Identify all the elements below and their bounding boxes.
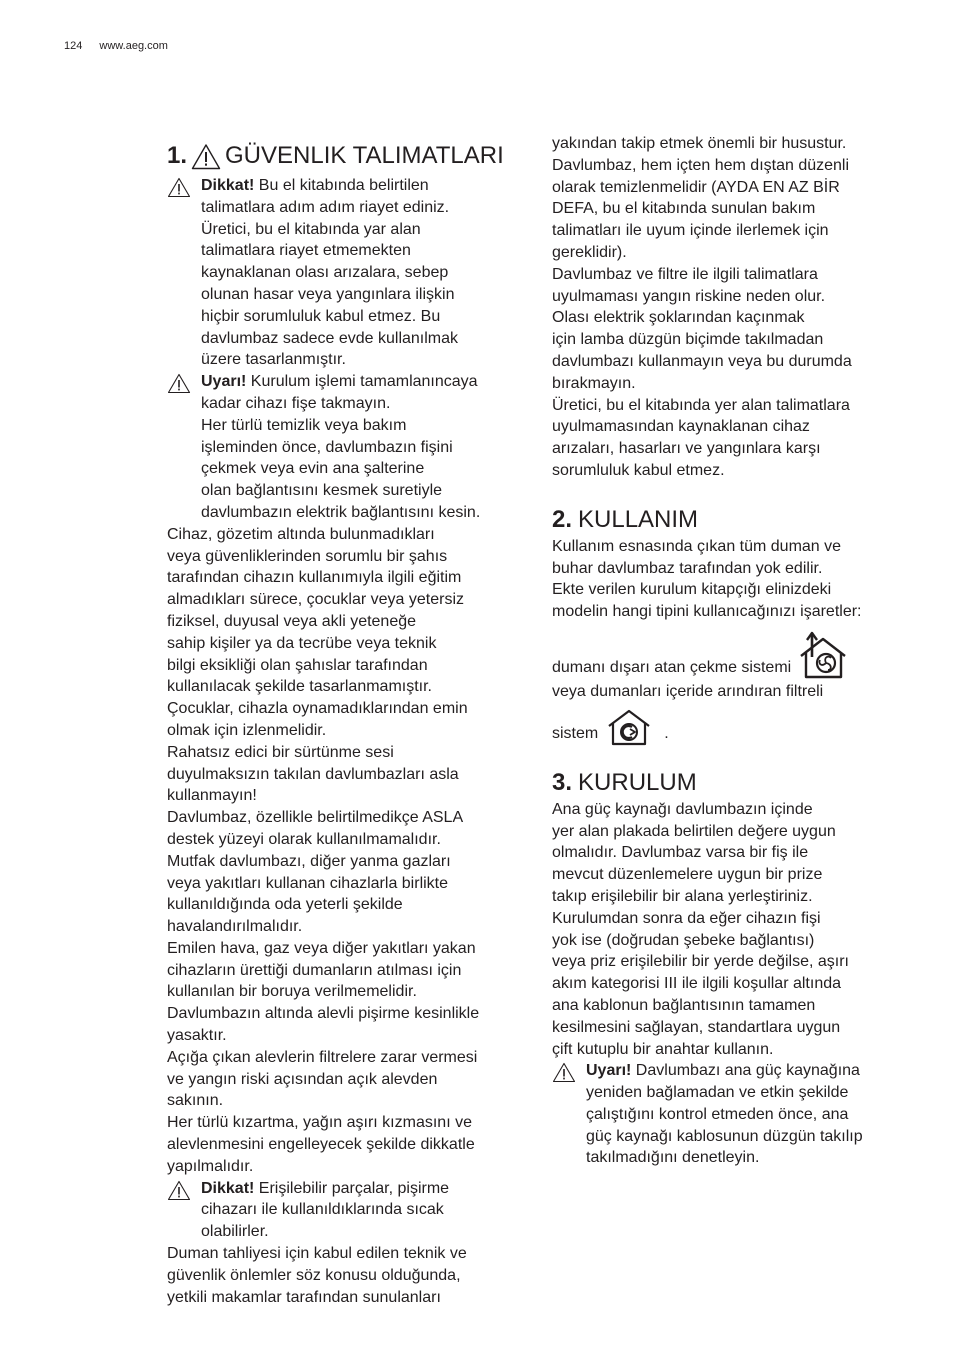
section-3-title: KURULUM bbox=[578, 768, 697, 796]
section-1-number: 1. bbox=[167, 142, 188, 169]
extraction-system-text: dumanı dışarı atan çekme sistemi bbox=[552, 659, 792, 677]
filter-system-text-line1: veya dumanları içeride arındıran filtreli bbox=[552, 682, 824, 700]
caution-note-2 bbox=[167, 1178, 527, 1243]
usage-body-text: Kullanım esnasında çıkan tüm duman ve buhar davlumbaz tarafından yok edilir. Ekte verilen kurulum kitapçığı elinizdeki modelin hangi tipini kullanıcağınızı işaretler: bbox=[552, 537, 862, 621]
section-1-heading bbox=[167, 141, 527, 171]
caution-label: Dikkat! bbox=[201, 177, 255, 194]
warning-label: Uyarı! bbox=[586, 1062, 632, 1080]
warning-triangle-icon bbox=[191, 143, 221, 170]
filter-system-text-line2: sistem bbox=[552, 724, 599, 742]
safety-body-text: Cihaz, gözetim altında bulunmadıkları veya güvenliklerinden sorumlu bir şahıs tarafından cihazın kullanımıyla ilgili eğitim almadıkları sürece, çocuklar veya yetersiz fiziksel, duyusal veya akli yeteneğe sahip kişiler ya da tecrübe veya teknik bilgi eksikliği olan şahıslar tarafından kullanılacak şekilde tasarlanmamıştır. Çocuklar, cihazla oynamadıklarından emin olmak için izlenmelidir. Rahatsız edici bir sürtünme sesi duyulmaksızın takılan davlumbazları asla kullanmayın! Davlumbaz, özellikle belirtilmedikçe ASLA destek yüzeyi olarak kullanılmamalıdır. Mutfak davlumbazı, diğer yanma gazları veya yakıtları kullanan cihazlarla birlikte kullanıldığında oda yeterli şekilde havalandırılmalıdır. Emilen hava, gaz veya diğer yakıtları yakan cihazların ürettiği dumanların atılması için kullanılan bir boruya verilmemelidir. Davlumbazın altında alevli pişirme kesinlikle yasaktır. Açığa çıkan alevlerin filtrelere zarar vermesi ve yangın riski açısından açık alevden sakının. Her türlü kızartma, yağın aşırı kızmasını ve alevlenmesini engelleyecek şekilde dikkatle yapılmalıdır. bbox=[167, 525, 480, 1175]
section-1-title: GÜVENLIK TALIMATLARI bbox=[225, 142, 504, 169]
safety-body-text-3: yakından takip etmek önemli bir husustur. Davlumbaz, hem içten hem dıştan düzenli olarak temizlenmelidir (AYDA EN AZ BİR DEFA, bu el kitabında sunulan bakım talimatları ile uyum içinde ilerlemek için gereklidir). Davlumbaz ve filtre ile ilgili talimatlara uyulmaması yangın riskine neden olur. Olası elektrik şoklarından kaçınmak için lamba düzgün biçimde takılmadan davlumbazı kullanmayın veya bu durumda bırakmayın. Üretici, bu el kitabında yer alan talimatlara uyulmamasından kaynaklanan cihaz arızaları, hasarları ve yangınlara karşı sorumluluk kabul etmez. bbox=[552, 135, 852, 479]
caution-label: Dikkat! bbox=[201, 1179, 255, 1197]
warning-triangle-icon bbox=[167, 177, 191, 198]
website-url: www.aeg.com bbox=[99, 40, 168, 52]
caution-text: Erişilebilir parçalar, pişirme cihazarı ile kullanıldıklarında sıcak olabilirler. bbox=[201, 1179, 450, 1241]
installation-body-text: Ana güç kaynağı davlumbazın içinde yer alan plakada belirtilen değere uygun olmalıdır. Davlumbaz varsa bir fiş ile mevcut düzenlemelere uygun bir prize takıp erişilebilir bir alana yerleştiriniz. Kurulumdan sonra da eğer cihazın fişi yok ise (doğrudan şebeke bağlantısı) veya priz erişilebilir bir yerde değilse, aşırı akım kategorisi III ile ilgili koşullar altında ana kablonun bağlantısının tamamen kesilmesini sağlayan, standartlara uygun çift kutuplu bir anahtar kullanın. bbox=[552, 800, 849, 1058]
warning-continued-text: Her türlü temizlik veya bakım işleminden önce, davlumbazın fişini çekmek veya evin ana şalterine olan bağlantısını kesmek suretiyle davlumbazın elektrik bağlantısını kesin. bbox=[201, 416, 481, 521]
filter-suffix: . bbox=[664, 724, 669, 742]
warning-triangle-icon bbox=[552, 1062, 576, 1083]
filter-system-line bbox=[552, 707, 912, 747]
warning-text: Kurulum işlemi tamamlanıncaya kadar cihazı fişe takmayın. bbox=[201, 373, 478, 412]
left-column bbox=[167, 133, 527, 1308]
safety-body-text-2: Duman tahliyesi için kabul edilen teknik ve güvenlik önlemler söz konusu olduğunda, yetkili makamlar tarafından sunulanları bbox=[167, 1245, 467, 1306]
caution-text: Bu el kitabında belirtilen talimatlara adım adım riayet ediniz. Üretici, bu el kitabında yar alan talimatlara riayet etmemekten kaynaklanan olası arızalara, sebep olunan hasar veya yangınlara ilişkin hiçbir sorumluluk kabul etmez. Bu davlumbaz sadece evde kullanılmak üzere tasarlanmıştır. bbox=[201, 177, 459, 369]
warning-label: Uyarı! bbox=[201, 373, 247, 391]
right-column bbox=[552, 133, 912, 1169]
extraction-system-line bbox=[552, 631, 912, 681]
section-3-heading bbox=[552, 769, 912, 797]
caution-note-1 bbox=[167, 175, 527, 371]
warning-text: Davlumbazı ana güç kaynağına yeniden bağlamadan ve etkin şekilde çalıştığını kontrol etmeden önce, ana güç kaynağı kablosunun düzgün takılıp takılmadığını denetleyin. bbox=[586, 1062, 863, 1167]
page-header bbox=[64, 40, 182, 52]
warning-triangle-icon bbox=[167, 1180, 191, 1201]
warning-note-2 bbox=[552, 1060, 912, 1169]
section-2-heading bbox=[552, 506, 912, 534]
section-3-number: 3. bbox=[552, 768, 573, 796]
section-2-number: 2. bbox=[552, 505, 573, 533]
warning-triangle-icon bbox=[167, 373, 191, 394]
extraction-house-icon bbox=[797, 631, 849, 681]
filter-house-icon bbox=[606, 707, 652, 747]
section-2-title: KULLANIM bbox=[578, 505, 699, 533]
page-number: 124 bbox=[64, 40, 83, 52]
warning-note-1 bbox=[167, 371, 527, 524]
